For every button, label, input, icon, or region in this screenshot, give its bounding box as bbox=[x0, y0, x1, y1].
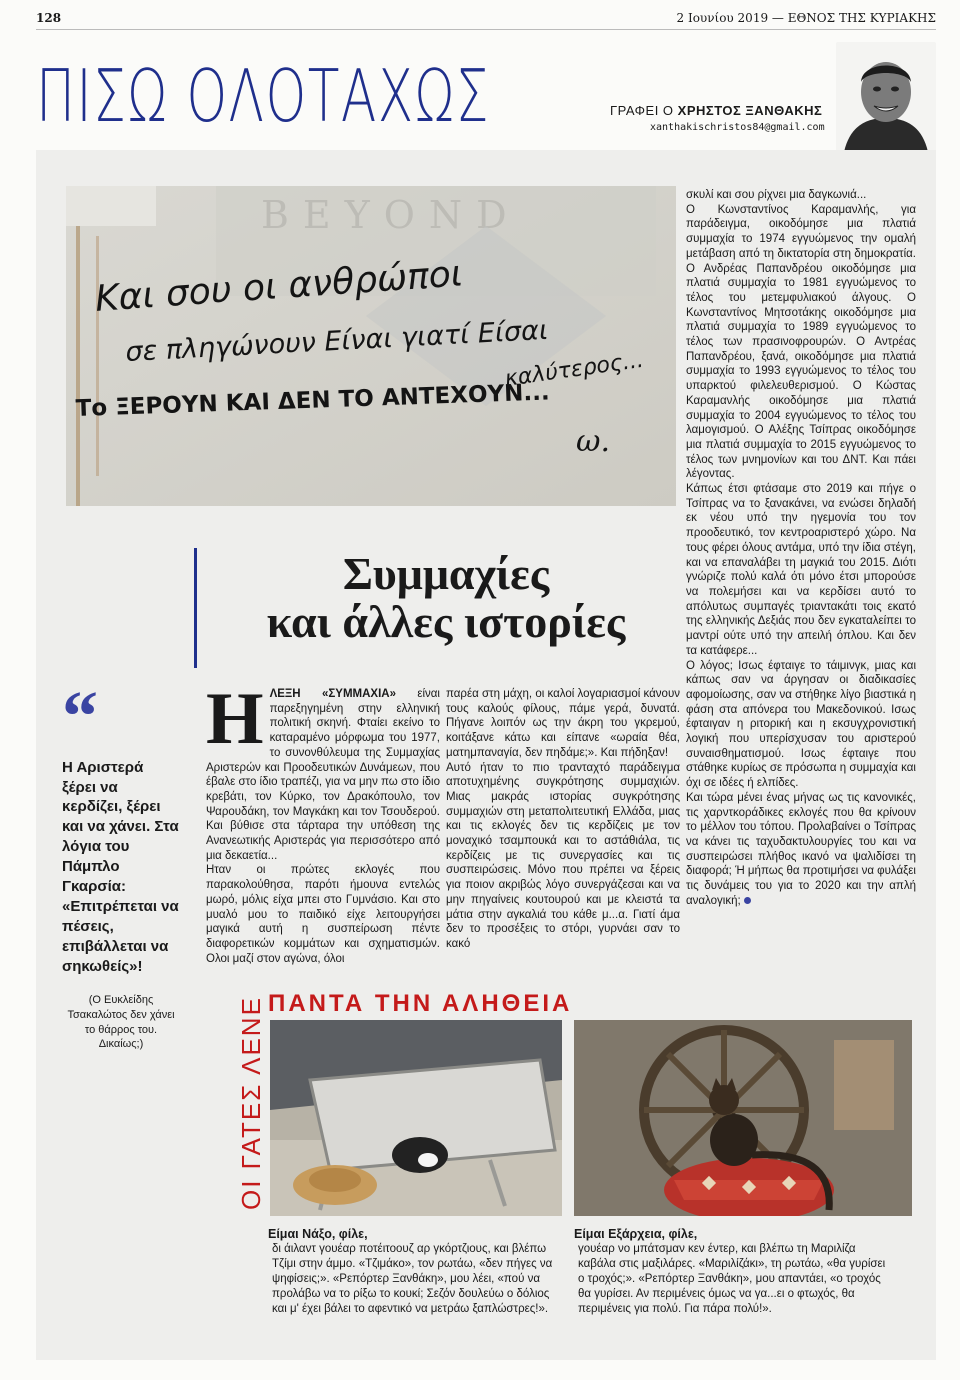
cat-photo-exarcheia bbox=[574, 1020, 912, 1216]
pull-quote bbox=[62, 676, 180, 1052]
drop-cap: Η bbox=[206, 678, 264, 760]
article-paragraph: Ηταν οι πρώτες εκλογές που παρακολούθησα, παρότι ήμουνα εντελώς μωρό, μόλις είχα μπει στο Γυμνάσιο. Και στο μυαλό μου το παιδικό είχε λειτουργήσει μαγικά αυτή η συσπείρωση πέντε διαφορετικών κομμάτων και σχηματισμών. Ολοι μαζί στον αγώνα, όλοι bbox=[206, 864, 440, 965]
caption-title: Είμαι Εξάρχεια, φίλε, bbox=[574, 1227, 698, 1241]
byline bbox=[610, 103, 822, 118]
cat-caption-naxos bbox=[268, 1227, 558, 1317]
graffiti-line4: Το ΞΕΡΟΥΝ ΚΑΙ ΔΕΝ ΤΟ ΑΝΤΕΧΟΥΝ... bbox=[75, 379, 551, 422]
article-column-3 bbox=[686, 188, 916, 908]
article-column-1 bbox=[206, 678, 440, 966]
graffiti-line2: σε πληγώνουν Είναι γιατί Είσαι bbox=[124, 314, 549, 368]
article-paragraph: Ο Κωνσταντίνος Καραμανλής, για παράδειγμα, οικοδόμησε μια πλατιά συμμαχία το 1974 εγγυώμενος την ομαλή μετάβαση από τη δικτατορία στη δημοκρατία. Ο Ανδρέας Παπανδρέου οικοδόμησε μια πλατιά συμμαχία το 1981 εγγυώμενος το τέλος του μετεμφυλιακού άλγους. Ο Κωνσταντίνος Μητσοτάκης οικοδόμησε μια πλατιά συμμαχία το 1989 εγγυώμενος το τέλος των πρασινοφρουρών. Ο Αντρέας Παπανδρέου, ξανά, οικοδόμησε μια πλατιά συμμαχία το 1993 εγγυώμενος το τέλος του υπαρκτού φιλελευθερισμού. Ο Κώστας Καραμανλής οικοδόμησε μια πλατιά συμμαχία το 2004 εγγυώμενος το τέλος του λαμογισμού. Ο Αλέξης Τσίπρας οικοδόμησε μια πλατιά συμμαχία το 2015 εγγυώμενος το τέλος των μνημονίων και του ΔΝΤ. Και πάει λέγοντας. bbox=[686, 203, 916, 481]
quote-text: Η Αριστερά ξέρει να κερδίζει, ξέρει και να χάνει. Στα λόγια του Πάμπλο Γκαρσία: «Επιτρέπεται να πέσεις, επιβάλλεται να σηκωθείς»! bbox=[62, 758, 179, 975]
caption-text: δι άιλαντ γουέαρ ποτέιτοουζ αρ γκόρτζιους, και βλέπω Τζίμι στην άμμο. «Τζιμάκο», τον ρωτάω, «δεν πήγες να ψηφίσεις;». «Ρεπόρτερ Ξανθάκη», μου λέει, «πού να προλάβω να το ρίξω το κουκί; Σεζόν δουλεύω ο δόλιος και μ' έχει βάλει το αφεντικό να μετράω ξαπλώστρες!». bbox=[272, 1243, 553, 1315]
wall-sign: BEYOND bbox=[261, 193, 521, 237]
article-paragraph: Κάπως έτσι φτάσαμε στο 2019 και πήγε ο Τσίπρας να το ξανακάνει, να ενώσει δηλαδή εκ νέου υπό την ηγεμονία του τον προοδευτικό, τον κεντροαριστερό χώρο. Να τους φέρει όλους αντάμα, υπό την ίδια στέγη, και να επαναλάβει τη μαγκιά του 2015. Διότι γνώριζε πολύ καλά ότι μόνο έτσι μπορούσε να πολεμήσει και να κερδίσει αυτό το απόλυτως συμπαγές τριαντακάτι τοις εκατό της ελληνικής Δεξιάς που δεν εγκαταλείπει το μαντρί ούτε υπό την απειλή όπλου. Και δεν τα κατάφερε... bbox=[686, 483, 916, 657]
column-title: ΠΙΣΩ ΟΛΟΤΑΧΩΣ bbox=[36, 54, 490, 138]
author-photo bbox=[836, 42, 936, 152]
lead-word: ΛΕΞΗ «ΣΥΜΜΑΧΙΑ» bbox=[269, 688, 396, 700]
headline-line1: Συμμαχίες bbox=[342, 548, 550, 599]
article-paragraph: παρέα στη μάχη, οι καλοί λογαριασμοί κάνουν τους καλούς φίλους, πάμε γερά, δυνατά. Πήγανε λοιπόν ως την άκρη του γκρεμού, κοιτάξανε κάτω και είπανε «ωραία θέα, ματημπαναγία, δεν πηδάμε;». Και πήδηξαν! bbox=[446, 688, 680, 759]
quote-attribution: (Ο Ευκλείδης Τσακαλώτος δεν χάνει το θάρρος του. Δικαίως;) bbox=[67, 993, 175, 1051]
article-paragraph: Αυτό ήταν το πιο τρανταχτό παράδειγμα αποτυχημένης συγκρότησης συμμαχιών. Μιας μακράς ιστορίας συγκρότησης συμμαχιών στη μεταπολιτευτική Ελλάδα, μιας και τις εκλογές δεν τις κερδίζεις με τον μοναχικό τσαμπουκά και το αστάθιάλα, τις κερδίζεις με τις συνεργασίες και τις συσπειρώσεις. Μόνο που πρέπει να ξέρεις για ποιον ακριβώς λόγο συνεργάζεσαι και να μην πηγαίνεις κουτουρού και με κλειστά τα μάτια στην αγκαλιά του κάθε μ...α. Γιατί άμα δεν το προσέξεις το στόρι, γυρνάει σαν το κακό bbox=[446, 761, 680, 950]
end-mark-icon bbox=[744, 897, 751, 904]
quote-mark-icon: “ bbox=[62, 676, 98, 756]
cat-caption-exarcheia bbox=[574, 1227, 894, 1317]
author-email: xanthakischristos84@gmail.com bbox=[650, 122, 825, 133]
article-column-2 bbox=[446, 687, 680, 952]
byline-prefix: ΓΡΑΦΕΙ Ο bbox=[610, 103, 674, 118]
final-paragraph-text: Και τώρα μένει ένας μήνας ως τις κανονικές, τις χαρντκοράδικες εκλογές που θα κρίνουν το μέλλον του τόπου. Προλαβαίνει ο Τσίπρας να κάνει τις ταχυδακτυλουργίες του και να συσπειρώσει πλήθος ικανό να ψαλιδίσει τη διαφορά; Ή μήπως θα προτιμήσει να φυλάξει τις δυνάμεις του για το 2020 και την απλή αναλογική; bbox=[686, 791, 916, 907]
graffiti-signature: ω. bbox=[576, 424, 610, 459]
graffiti-line1: Και σου οι ανθρώποι bbox=[93, 253, 465, 320]
cats-heading: ΠΑΝΤΑ ΤΗΝ ΑΛΗΘΕΙΑ bbox=[268, 990, 573, 1017]
graffiti-wall-photo bbox=[66, 186, 676, 506]
cats-vertical-label: ΟΙ ΓΑΤΕΣ ΛΕΝΕ bbox=[236, 996, 266, 1210]
caption-title: Είμαι Νάξο, φίλε, bbox=[268, 1227, 368, 1241]
author-name: ΧΡΗΣΤΟΣ ΞΑΝΘΑΚΗΣ bbox=[677, 103, 823, 118]
cat-photo-naxos bbox=[270, 1020, 562, 1216]
graffiti-line3: καλύτερος... bbox=[503, 347, 646, 392]
article-paragraph: σκυλί και σου ρίχνει μια δαγκωνιά... bbox=[686, 189, 867, 201]
article-paragraph: Ο λόγος; Ισως έφταιγε το τάιμινγκ, μιας και κάπως σαν να άργησαν οι διαδικασίες αφομοίωσης, σαν να στήθηκε λίγο βιαστικά η φάση στα απόνερα του Μακεδονικού. Ισως έφταιγαν η ριτορική και η εκσυγχρονιστική λογική που υπερίσχυσαν του αριστερού συναισθηματισμού. Ισως έφταιγε που στάθηκε κυρίως σε πρόσωπα η συμμαχία και όχι σε ιδέες ή ελπίδες. bbox=[686, 659, 916, 790]
caption-text: γουέαρ νο μπάτσμαν κεν έντερ, και βλέπω τη Μαριλίζα καβάλα στις μαξιλάρες. «Μαριλίζάκι», τη ρωτάω, «θα γυρίσει ο τροχός;». «Ρεπόρτερ Ξανθάκη», μου απαντάει, «ο τροχός θα γυρίσει. Αν περιμένεις όμως να γα...ει ο φτωχός, θα περιμένεις για πολύ. Για πάρα πολύ!». bbox=[578, 1243, 886, 1315]
article-paragraph bbox=[686, 791, 916, 909]
headline-line2: και άλλες ιστορίες bbox=[266, 596, 626, 648]
top-bar bbox=[36, 8, 936, 30]
article-headline bbox=[196, 550, 696, 647]
lead-rest: είναι παρεξηγημένη στην ελληνική πολιτική σκηνή. Φταίει εκείνο το καταραμένο μόρφωμα του 1977, το συνονθύλευμα της Συμμαχίας Αριστερών και Προοδευτικών Δυνάμεων, που έβαλε στο ίδιο τραπέζι, για να μην πω στο ίδιο κρεβάτι, τον Κύρκο, τον Δρακόπουλο, τον Ψαρουδάκη, τον Μαγκάκη και τον Τσουδερού. Και βύθισε στα τάρταρα την υπόθεση της Ανανεωτικής Αριστεράς για περισσότερο από μια δεκαετία... bbox=[206, 688, 440, 862]
page-number: 128 bbox=[36, 11, 62, 25]
date-and-paper: 2 Ιουνίου 2019 — ΕΘΝΟΣ ΤΗΣ ΚΥΡΙΑΚΗΣ bbox=[676, 11, 936, 25]
